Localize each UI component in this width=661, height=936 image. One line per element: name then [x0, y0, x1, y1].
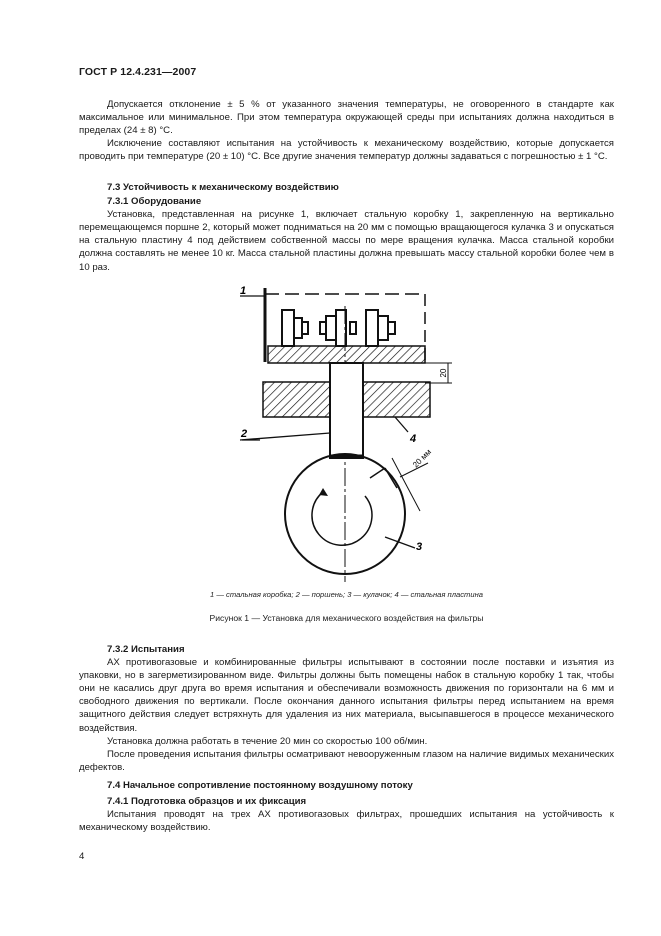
dimension-20: [425, 363, 452, 383]
paragraph-temperature-deviation: Допускается отклонение ± 5 % от указанного значения температуры, не оговоренного в стандарте как максимальное или минимальное. При этом температура окружающей среды при испытаниях должна находиться в пределах (24 ± 8) °С.: [79, 99, 614, 137]
paragraph-samples: Испытания проводят на трех АХ противогазовых фильтрах, прошедших испытания на устойчивость к механическому воздействию.: [79, 809, 614, 834]
paragraph-inspection: После проведения испытания фильтры осматривают невооруженным глазом на наличие видимых механических дефектов.: [79, 748, 614, 773]
paragraph-tests: АХ противогазовые и комбинированные фильтры испытывают в состоянии после поставки и изъятия из упаковки, но в загерметизированном виде. Фильтры должны быть помещены набок в стальную коробку 1 так, чтобы они не касались друг друга во время испытания и обеспечивали возможность движения по горизонтали на 6 мм и свободного движения по вертикали. После окончания данного испытания фильтры перед испытанием на время защитного действия следует встряхнуть для удаления из них материала, высыпавшегося в процессе механического воздействия.: [79, 657, 614, 734]
intro-block: [79, 98, 614, 163]
heading-7-3-1: 7.3.1 Оборудование: [107, 196, 202, 208]
paragraph-mechanical-exception: Исключение составляют испытания на устойчивость к механическому воздействию, которые допускается проводить при температуре (20 ± 10) °С. Все другие значения температур должны задаваться с погрешностью ± 1 °С.: [79, 138, 614, 163]
page-number: 4: [79, 851, 85, 862]
heading-7-4-1: 7.4.1 Подготовка образцов и их фиксация: [107, 796, 307, 808]
piston: [330, 363, 363, 458]
paragraph-equipment: Установка, представленная на рисунке 1, включает стальную коробку 1, закрепленную на вертикально перемещающемся поршне 2, который может подниматься на 20 мм с помощью вращающегося кулачка 3 и опускаться на стальную пластину 4 под действием собственной массы по мере вращения кулачка. Масса стальной коробки должна составлять не менее 10 кг. Масса стальной пластины должна превышать массу стальной коробки более чем в 10 раз.: [79, 209, 614, 273]
heading-7-3: 7.3 Устойчивость к механическому воздействию: [107, 182, 339, 193]
label-3: 3: [416, 541, 423, 553]
label-1: 1: [240, 285, 247, 297]
figure-1-drawing: [230, 282, 460, 582]
label-2: 2: [241, 428, 248, 440]
heading-7-4: 7.4 Начальное сопротивление постоянному воздушному потоку: [107, 779, 413, 791]
heading-7-3-2: 7.3.2 Испытания: [107, 644, 185, 655]
steel-box: [265, 288, 425, 363]
figure-legend: 1 — стальная коробка; 2 — поршень; 3 — кулачок; 4 — стальная пластина: [210, 590, 483, 599]
dimension-20-label: 20: [439, 368, 448, 378]
document-header: ГОСТ Р 12.4.231—2007: [79, 66, 197, 78]
section-7-3: [79, 181, 614, 274]
dimension-20mm-label: 20 мм: [411, 447, 434, 470]
cam: [285, 447, 433, 574]
figure-caption: Рисунок 1 — Установка для механического воздействия на фильтры: [209, 613, 484, 623]
section-7-3-2: [79, 643, 614, 834]
label-4: 4: [410, 433, 417, 445]
paragraph-duration: Установка должна работать в течение 20 мин со скоростью 100 об/мин.: [107, 735, 428, 747]
